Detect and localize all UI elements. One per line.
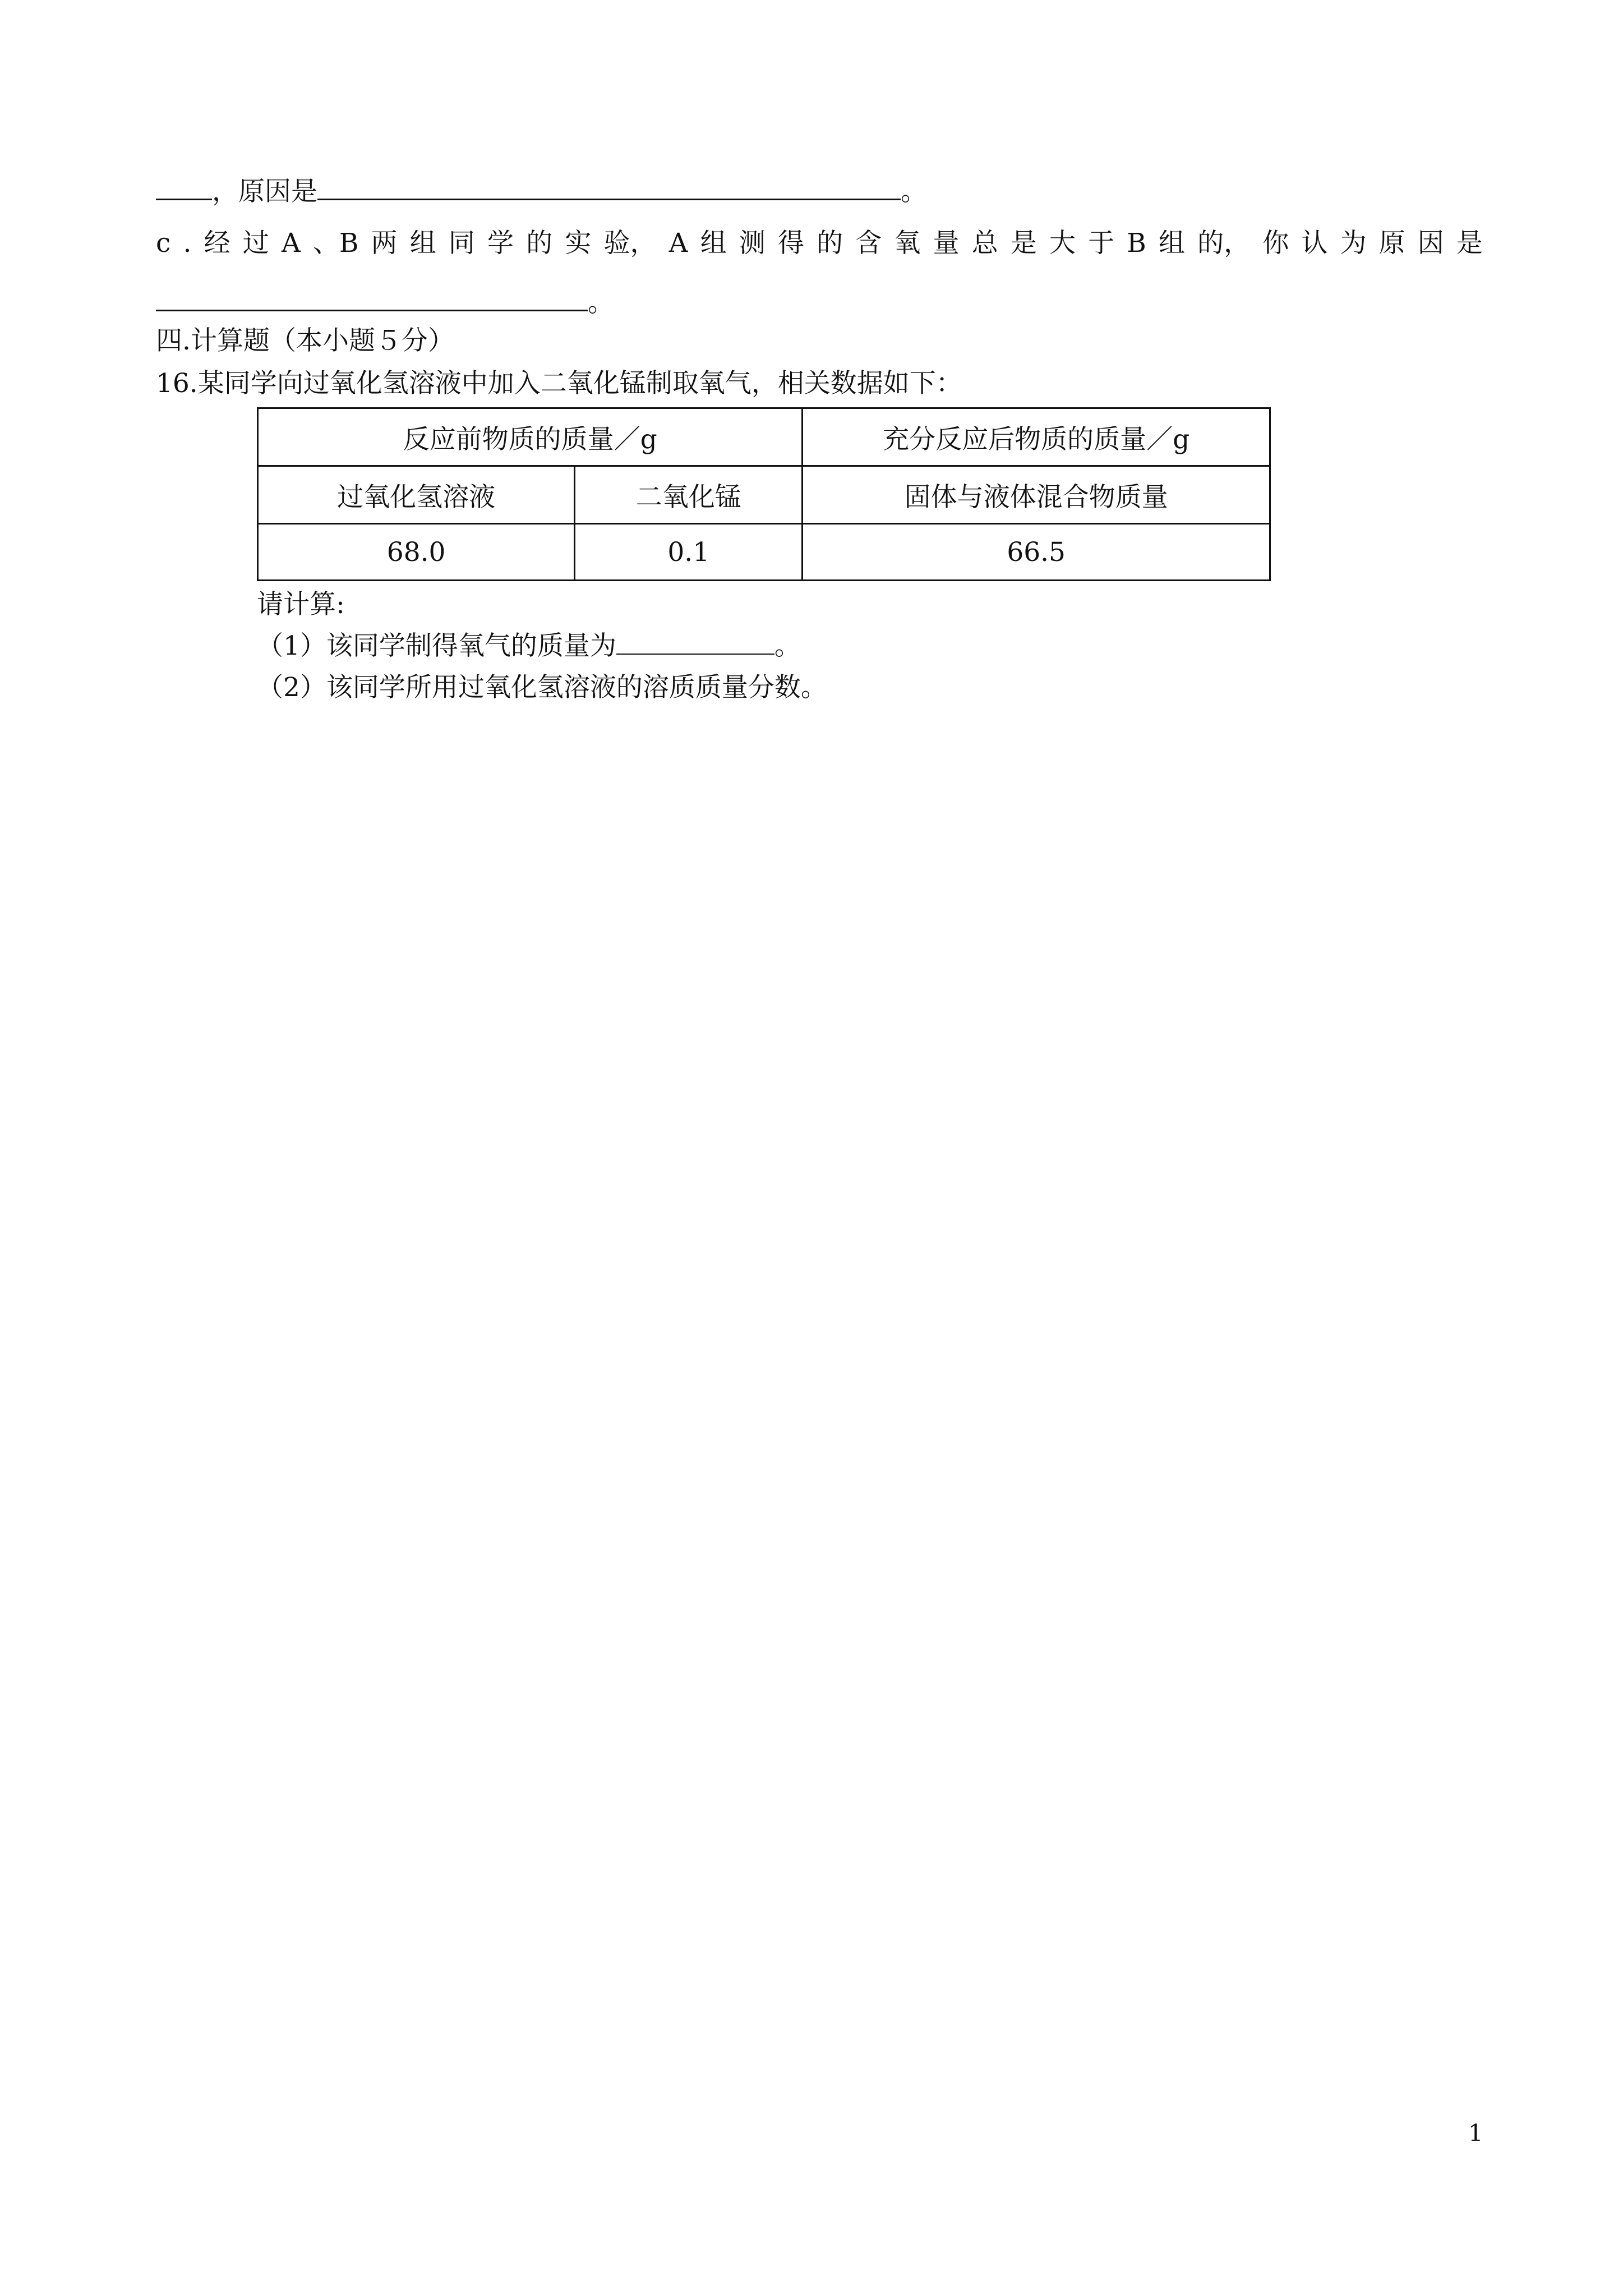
char: 氧: [894, 228, 921, 259]
char: 组: [409, 228, 436, 259]
char: 过: [242, 228, 269, 259]
header-before: 反应前物质的质量／g: [258, 408, 803, 466]
char: 的，: [1197, 228, 1251, 259]
line-end: 。: [774, 631, 801, 661]
answer-line-reason: [156, 174, 927, 209]
char: 经: [204, 228, 230, 259]
question-16: 16.某同学向过氧化氢溶液中加入二氧化锰制取氧气，相关数据如下：: [156, 368, 962, 399]
line-end: 。: [901, 176, 927, 207]
char: 量: [933, 228, 960, 259]
val-h2o2: 68.0: [258, 524, 575, 581]
calc-q1: [257, 629, 801, 663]
char: 测: [739, 228, 766, 259]
char: 得: [777, 228, 804, 259]
char: 是: [1010, 228, 1037, 259]
col-mno2: 二氧化锰: [575, 466, 803, 524]
calc-q1-text: （1）该同学制得氧气的质量为: [257, 631, 616, 661]
char: 组: [1158, 228, 1185, 259]
char: 是: [1456, 228, 1483, 259]
char: 组: [700, 228, 727, 259]
char: B: [1127, 228, 1146, 259]
char: 同: [448, 228, 475, 259]
char: 于: [1088, 228, 1115, 259]
char: 实: [565, 228, 592, 259]
line-end: 。: [588, 287, 614, 318]
answer-blank-short[interactable]: [156, 174, 212, 200]
char: 的: [526, 228, 553, 259]
char: A: [668, 228, 688, 259]
char: 因: [1417, 228, 1444, 259]
char: 为: [1340, 228, 1367, 259]
char: .: [183, 228, 192, 259]
answer-blank-c[interactable]: [156, 285, 588, 311]
char: 原: [1378, 228, 1405, 259]
col-h2o2: 过氧化氢溶液: [258, 466, 575, 524]
calc-label: 请计算:: [257, 589, 345, 620]
val-mixture: 66.5: [803, 524, 1270, 581]
page-number: 1: [1468, 2119, 1483, 2147]
char: 大: [1049, 228, 1076, 259]
answer-blank-oxygen[interactable]: [616, 630, 774, 655]
question-c-text: [156, 227, 1483, 260]
calc-q2: （2）该同学所用过氧化氢溶液的溶质质量分数。: [257, 672, 827, 703]
char: 你: [1262, 228, 1289, 259]
data-table: [257, 407, 1271, 581]
answer-blank-reason[interactable]: [317, 174, 901, 200]
col-mixture: 固体与液体混合物质量: [803, 466, 1270, 524]
char: 含: [855, 228, 882, 259]
val-mno2: 0.1: [575, 524, 803, 581]
char: c: [156, 228, 171, 259]
char: 学: [487, 228, 514, 259]
char: 验，: [603, 228, 657, 259]
char: 两: [371, 228, 398, 259]
char: 认: [1301, 228, 1328, 259]
header-after: 充分反应后物质的质量／g: [803, 408, 1270, 466]
char: 的: [817, 228, 843, 259]
answer-line-c: [156, 285, 614, 320]
char: 、B: [312, 228, 359, 259]
reason-label: ，原因是: [212, 176, 317, 207]
section-title: 四.计算题（本小题５分）: [156, 325, 454, 356]
char: A: [281, 228, 301, 259]
char: 总: [971, 228, 998, 259]
